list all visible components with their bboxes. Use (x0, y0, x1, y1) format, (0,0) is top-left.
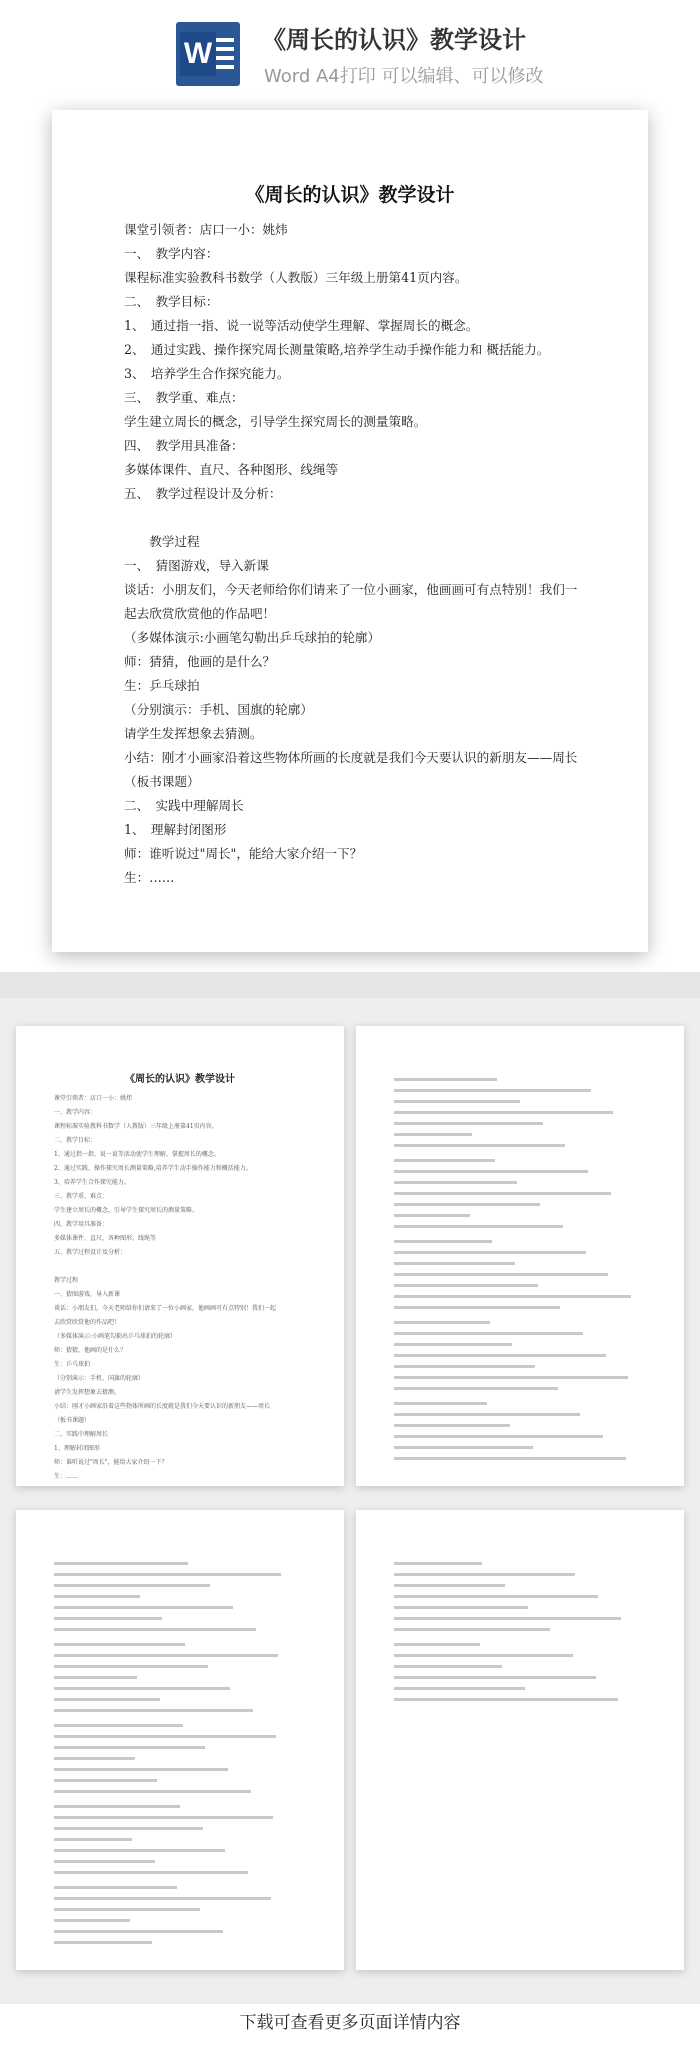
thumbnail-text-bar (394, 1354, 606, 1357)
document-line: 生：乒乓球拍 (124, 678, 200, 693)
thumbnail-text-bar (394, 1251, 586, 1254)
thumbnail-text-bar (394, 1181, 517, 1184)
thumbnail-text-bar (394, 1122, 543, 1125)
thumbnail-text-bar (394, 1365, 535, 1368)
thumbnail-body-lines (394, 1066, 646, 1460)
document-line: 课堂引领者：店口一小：姚炜 (124, 222, 288, 237)
document-line: 1、 通过指一指、说一说等活动使学生理解、掌握周长的概念。 (124, 318, 479, 333)
thumbnail-text-bar (394, 1402, 487, 1405)
header-subtitle: Word A4打印 可以编辑、可以修改 (264, 66, 544, 87)
thumbnail-body-lines (54, 1550, 306, 1944)
document-line: 多媒体课件、直尺、各种图形、线绳等 (124, 462, 339, 477)
document-line: （分别演示：手机、国旗的轮廓） (124, 702, 313, 717)
document-line: 一、 猜图游戏，导入新课 (124, 558, 269, 573)
thumbnail-text-bar (394, 1457, 626, 1460)
document-line: 生：…… (124, 870, 175, 885)
thumbnail-line: 五、教学过程设计及分析： (54, 1249, 127, 1256)
thumbnail-text-bar (394, 1343, 512, 1346)
thumbnail-text-bar (394, 1435, 603, 1438)
thumbnail-line: （多媒体演示:小画笔勾勒出乒乓球拍的轮廓） (54, 1333, 177, 1340)
thumbnail-text-bar (394, 1562, 482, 1565)
footer-download-hint[interactable]: 下载可查看更多页面详情内容 (0, 2004, 700, 2046)
thumbnail-text-bar (54, 1724, 183, 1727)
thumbnail-line (54, 1260, 306, 1274)
thumbnail-text-bar (394, 1387, 558, 1390)
thumbnail-text-bar (394, 1159, 495, 1162)
thumbnail-line: 谈话：小朋友们，今天老师给你们请来了一位小画家，他画画可有点特别！我们一起 (54, 1305, 277, 1312)
document-line: 1、 理解封闭图形 (124, 822, 227, 837)
thumbnail-text-bar (54, 1617, 162, 1620)
thumbnail-line: 课程标准实验教科书数学（人教版）三年级上册第41页内容。 (54, 1123, 218, 1130)
thumbnail-line: 学生建立周长的概念，引导学生探究周长的测量策略。 (54, 1207, 199, 1214)
thumbnail-text-bar (54, 1871, 248, 1874)
thumbnail-line: 生：乒乓球拍 (54, 1361, 91, 1368)
thumbnail-text-bar (394, 1676, 596, 1679)
thumbnail-text-bar (394, 1170, 588, 1173)
thumbnail-text-bar (394, 1225, 563, 1228)
document-body (124, 218, 579, 890)
thumbnail-text-bar (54, 1790, 251, 1793)
thumbnail-text-bar (394, 1617, 621, 1620)
thumbnail-line: 3、培养学生合作探究能力。 (54, 1179, 130, 1186)
thumbnail-line: 请学生发挥想象去猜测。 (54, 1389, 121, 1396)
thumbnail-line: 2、通过实践、操作探究周长测量策略,培养学生动手操作能力和概括能力。 (54, 1165, 252, 1172)
thumbnail-text-bar (54, 1860, 155, 1863)
document-line: 课程标准实验教科书数学（人教版）三年级上册第41页内容。 (124, 270, 468, 285)
thumbnail-text-bar (394, 1089, 591, 1092)
thumbnail-line: （分别演示：手机、国旗的轮廓） (54, 1375, 145, 1382)
thumbnail-text-bar (394, 1203, 540, 1206)
thumbnail-page-4[interactable] (356, 1510, 684, 1970)
thumbnail-text-bar (54, 1779, 157, 1782)
thumbnail-line: 四、教学用具准备： (54, 1221, 109, 1228)
thumbnail-line: 多媒体课件、直尺、各种图形、线绳等 (54, 1235, 157, 1242)
word-document-icon (176, 22, 240, 86)
thumbnail-text-bar (54, 1698, 160, 1701)
thumbnail-text-bar (54, 1768, 228, 1771)
document-title: 《周长的认识》教学设计 (245, 184, 455, 206)
thumbnail-text-bar (54, 1654, 278, 1657)
thumbnail-text-bar (54, 1584, 210, 1587)
page-thumbnails (0, 998, 700, 2004)
thumbnail-body-lines (394, 1550, 646, 1701)
thumbnail-text-bar (394, 1100, 520, 1103)
word-logo-letter: W (180, 32, 216, 76)
thumbnail-text-bar (54, 1709, 253, 1712)
thumbnail-line: （板书课题） (54, 1417, 91, 1424)
document-line: 师：谁听说过"周长"，能给大家介绍一下？ (124, 846, 363, 861)
document-line: 小结：刚才小画家沿着这些物体所画的长度就是我们今天要认识的新朋友——周长（板书课题） (124, 750, 578, 789)
thumbnail-text-bar (54, 1687, 230, 1690)
thumbnail-body (54, 1092, 306, 1484)
thumbnail-text-bar (54, 1908, 200, 1911)
thumbnail-text-bar (54, 1665, 208, 1668)
document-line: 二、 实践中理解周长 (124, 798, 244, 813)
document-line: 师：猜猜，他画的是什么？ (124, 654, 276, 669)
thumbnail-text-bar (394, 1321, 490, 1324)
document-line: 一、 教学内容： (124, 246, 219, 261)
thumbnail-page-2[interactable] (356, 1026, 684, 1486)
thumbnail-text-bar (54, 1757, 135, 1760)
thumbnail-text-bar (394, 1424, 510, 1427)
header-banner (0, 0, 700, 92)
thumbnail-title: 《周长的认识》教学设计 (125, 1074, 235, 1085)
thumbnail-text-bar (394, 1192, 611, 1195)
thumbnail-text-bar (394, 1446, 533, 1449)
thumbnail-text-bar (394, 1111, 613, 1114)
thumbnail-text-bar (54, 1919, 130, 1922)
thumbnail-text-bar (54, 1573, 281, 1576)
thumbnail-text-bar (394, 1078, 497, 1081)
thumbnail-text-bar (54, 1886, 177, 1889)
thumbnail-line: 生：…… (54, 1473, 79, 1480)
thumbnail-text-bar (394, 1332, 583, 1335)
thumbnail-line: 师：猜猜，他画的是什么？ (54, 1347, 127, 1354)
thumbnail-line: 二、教学目标： (54, 1137, 97, 1144)
thumbnail-line: 一、猜图游戏，导入新课 (54, 1291, 121, 1298)
thumbnail-text-bar (394, 1606, 528, 1609)
thumbnail-text-bar (54, 1838, 132, 1841)
document-line: 请学生发挥想象去猜测。 (124, 726, 263, 741)
thumbnail-line: 1、通过指一指、说一说等活动使学生理解、掌握周长的概念。 (54, 1151, 220, 1158)
thumbnail-text-bar (54, 1628, 256, 1631)
thumbnail-text-bar (54, 1676, 137, 1679)
thumbnail-line: 去欣赏欣赏他的作品吧！ (54, 1319, 121, 1326)
thumbnail-text-bar (394, 1240, 492, 1243)
document-line: 2、 通过实践、操作探究周长测量策略,培养学生动手操作能力和 概括能力。 (124, 342, 550, 357)
thumbnail-line: 三、教学重、难点： (54, 1193, 109, 1200)
thumbnail-text-bar (394, 1214, 470, 1217)
thumbnail-text-bar (54, 1930, 223, 1933)
thumbnail-text-bar (54, 1941, 152, 1944)
thumbnail-text-bar (394, 1295, 631, 1298)
thumbnail-page-3[interactable] (16, 1510, 344, 1970)
document-line: 五、 教学过程设计及分析： (124, 486, 282, 501)
thumbnail-text-bar (54, 1643, 185, 1646)
thumbnail-text-bar (394, 1687, 525, 1690)
document-line: 四、 教学用具准备： (124, 438, 244, 453)
thumbnail-text-bar (54, 1805, 180, 1808)
thumbnail-text-bar (54, 1816, 273, 1819)
document-line: 3、 培养学生合作探究能力。 (124, 366, 290, 381)
thumbnail-line: 小结：刚才小画家沿着这些物体所画的长度就是我们今天要认识的新朋友——周长 (54, 1403, 271, 1410)
main-document-page (52, 110, 648, 952)
thumbnail-text-bar (394, 1628, 550, 1631)
document-line: 谈话：小朋友们，今天老师给你们请来了一位小画家，他画画可有点特别！我们一起去欣赏欣赏他的作品吧！ (124, 582, 578, 621)
thumbnail-text-bar (394, 1654, 573, 1657)
thumbnail-text-bar (54, 1849, 225, 1852)
thumbnail-text-bar (54, 1735, 276, 1738)
thumbnail-text-bar (394, 1376, 628, 1379)
thumbnail-text-bar (394, 1413, 580, 1416)
thumbnail-text-bar (394, 1306, 560, 1309)
section-divider (0, 972, 700, 998)
thumbnail-text-bar (394, 1284, 538, 1287)
thumbnail-line: 课堂引领者：店口一小：姚炜 (54, 1095, 133, 1102)
thumbnail-line: 1、理解封闭图形 (54, 1445, 100, 1452)
thumbnail-text-bar (394, 1262, 515, 1265)
document-line: 教学过程 (124, 534, 200, 549)
document-line: 三、 教学重、难点： (124, 390, 244, 405)
thumbnail-text-bar (54, 1595, 140, 1598)
thumbnail-text-bar (54, 1562, 188, 1565)
thumbnail-text-bar (394, 1573, 575, 1576)
thumbnail-text-bar (394, 1273, 608, 1276)
thumbnail-page-1[interactable] (16, 1026, 344, 1486)
thumbnail-text-bar (54, 1606, 233, 1609)
document-line: 学生建立周长的概念，引导学生探究周长的测量策略。 (124, 414, 427, 429)
thumbnail-line: 二、实践中理解周长 (54, 1431, 109, 1438)
thumbnail-text-bar (394, 1665, 502, 1668)
thumbnail-line: 师：谁听说过"周长"，能给大家介绍一下？ (54, 1459, 168, 1466)
thumbnail-text-bar (394, 1698, 618, 1701)
thumbnail-text-bar (54, 1746, 205, 1749)
thumbnail-line: 教学过程 (54, 1277, 79, 1284)
document-line: 二、 教学目标： (124, 294, 219, 309)
thumbnail-text-bar (394, 1133, 472, 1136)
thumbnail-text-bar (54, 1827, 203, 1830)
document-line: （多媒体演示:小画笔勾勒出乒乓球拍的轮廓） (124, 630, 381, 645)
thumbnail-text-bar (394, 1584, 505, 1587)
thumbnail-text-bar (394, 1595, 598, 1598)
document-line (124, 506, 579, 530)
thumbnail-line: 一、教学内容： (54, 1109, 97, 1116)
thumbnail-text-bar (394, 1643, 480, 1646)
thumbnail-text-bar (394, 1144, 565, 1147)
thumbnail-text-bar (54, 1897, 271, 1900)
header-title: 《周长的认识》教学设计 (262, 26, 526, 54)
